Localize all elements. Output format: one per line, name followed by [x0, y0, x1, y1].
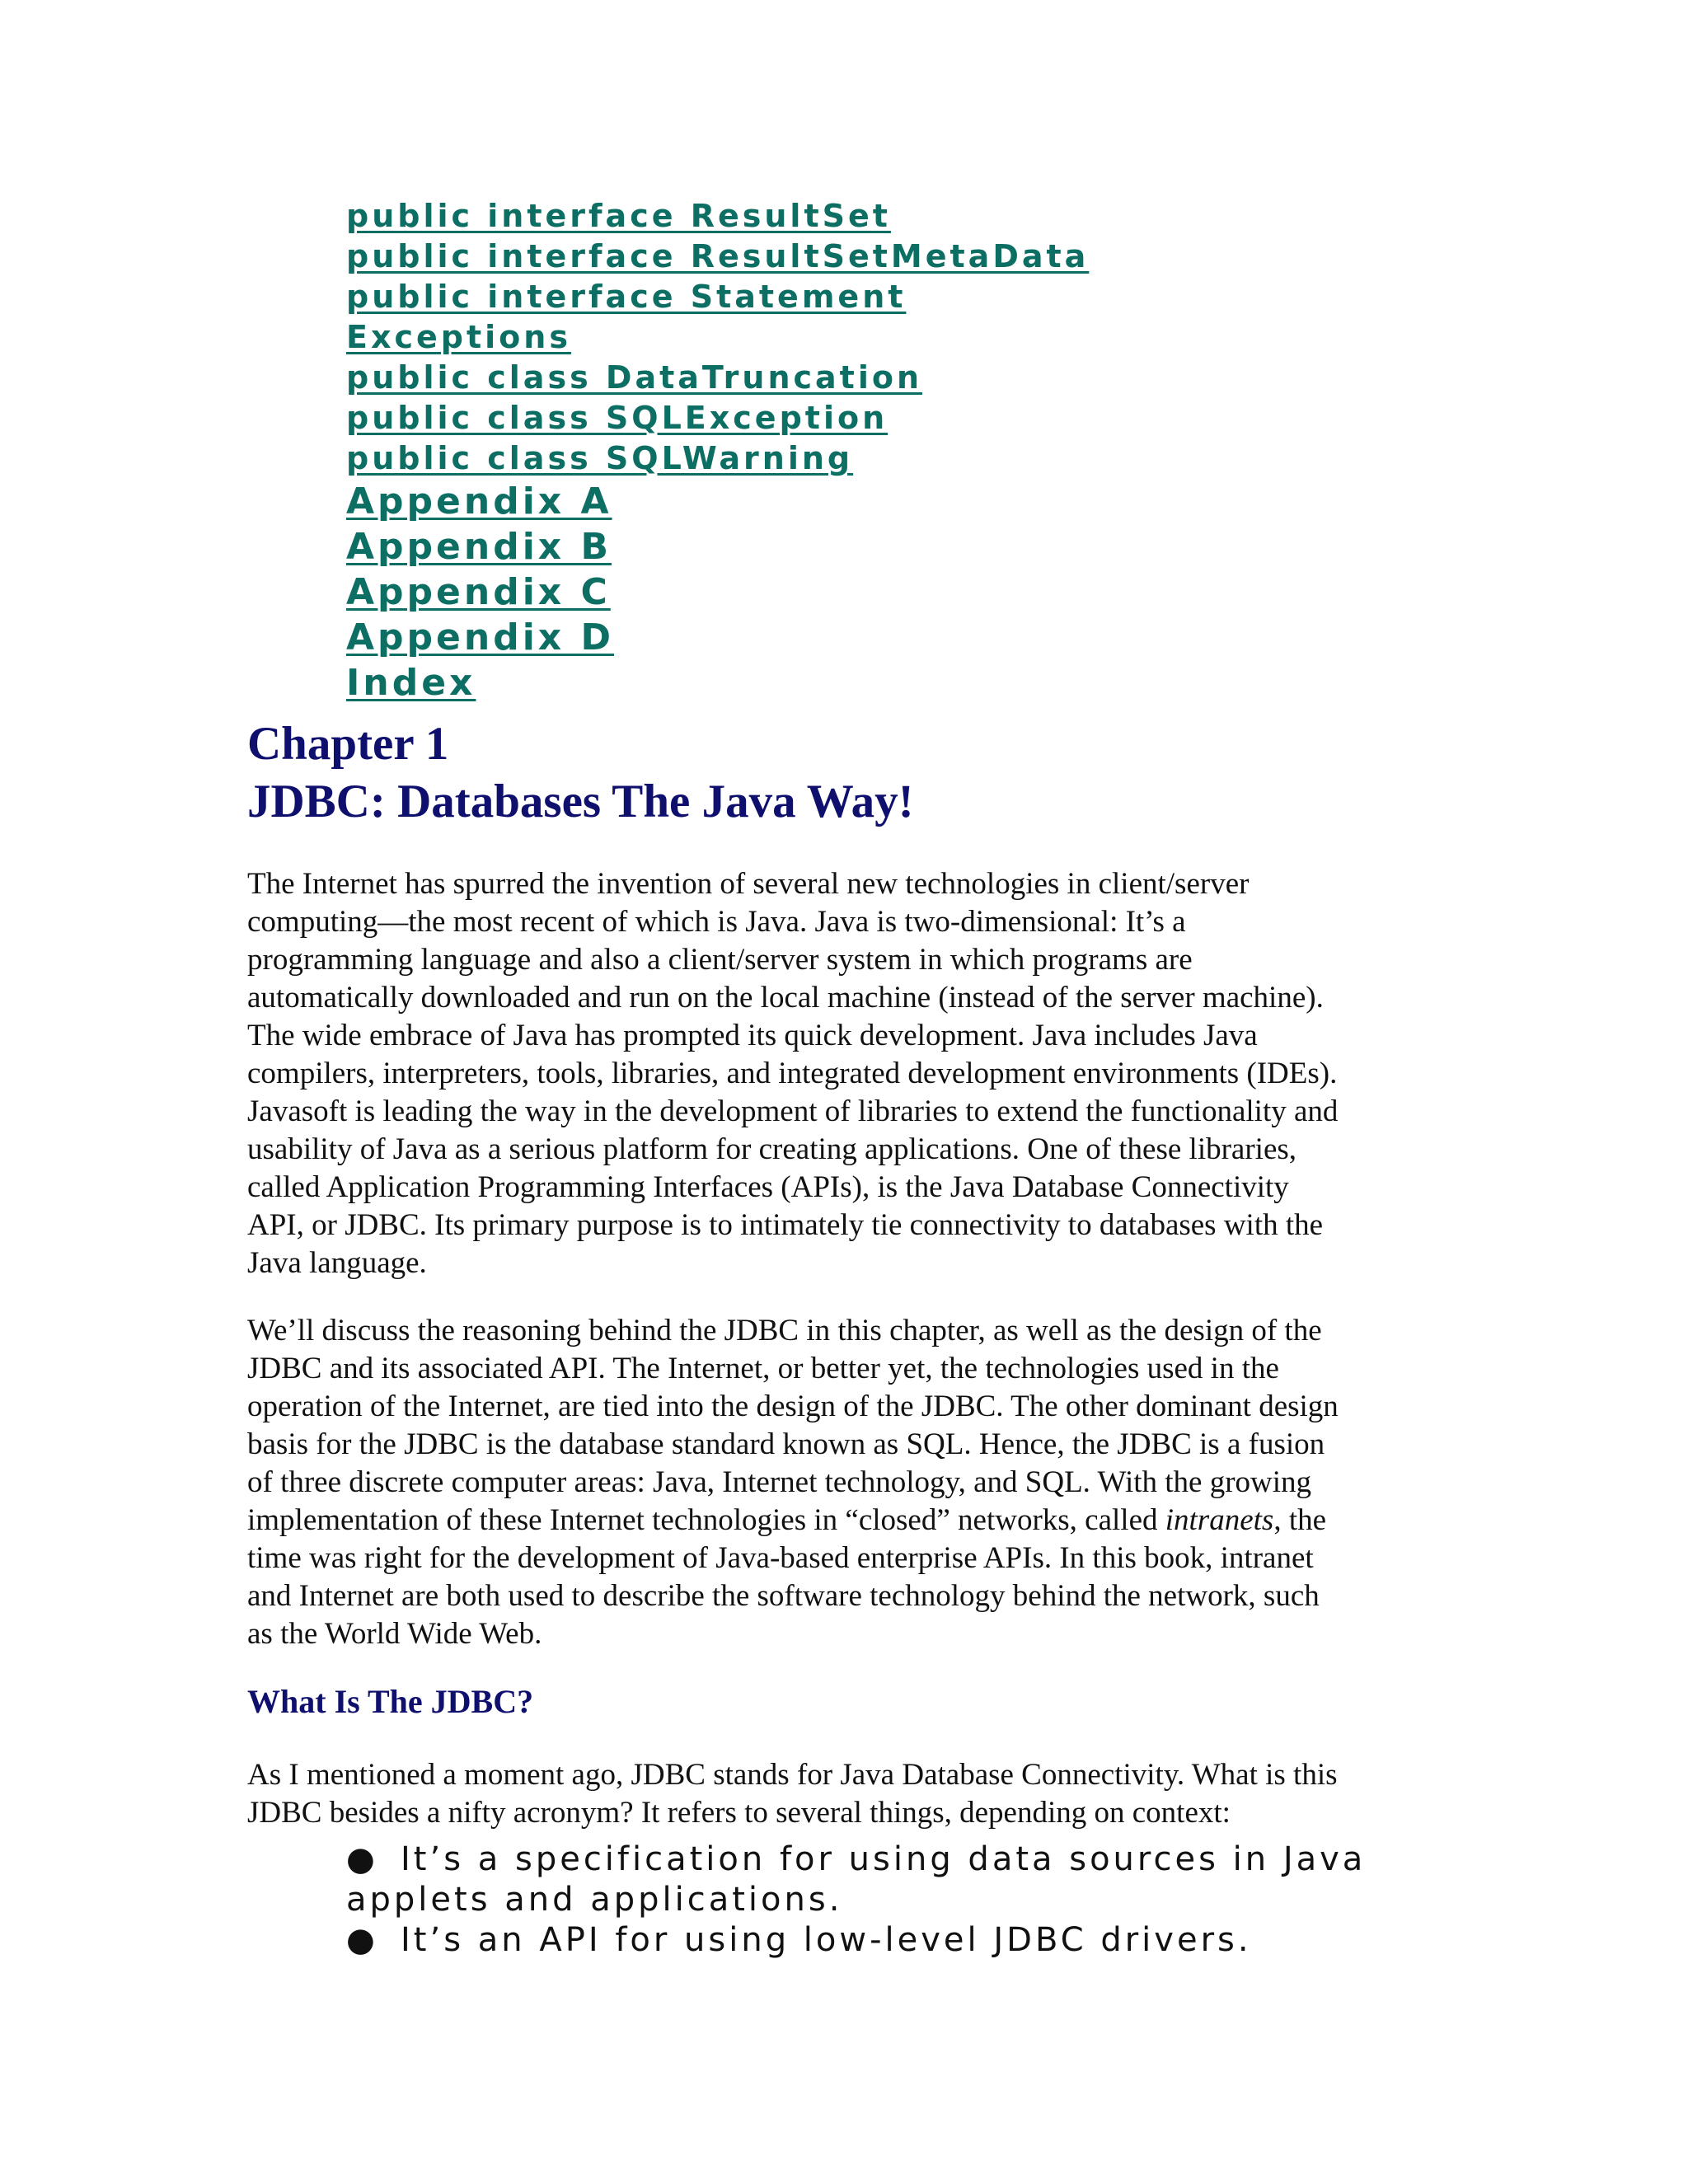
toc-link[interactable]: public interface Statement [346, 279, 907, 315]
toc-link[interactable]: Appendix A [346, 480, 612, 523]
bullet-item [346, 1840, 1366, 1920]
text-line: JDBC besides a nifty acronym? It refers to several things, depending on context: [247, 1796, 1231, 1830]
text-fragment: implementation of these Internet technologies in “closed” networks, called [247, 1503, 1165, 1537]
bullet-item [346, 1920, 1366, 1961]
text-line: We’ll discuss the reasoning behind the JDBC in this chapter, as well as the design of the [247, 1314, 1322, 1347]
emphasized-term: intranets [1165, 1503, 1274, 1537]
text-line: time was right for the development of Java-based enterprise APIs. In this book, intranet [247, 1541, 1314, 1575]
bullet-line [346, 1880, 1366, 1920]
toc-item [346, 196, 1089, 237]
toc-link[interactable]: public interface ResultSet [346, 198, 891, 234]
text-line: called Application Programming Interfaces (APIs), is the Java Database Connectivity [247, 1170, 1289, 1204]
toc-item [346, 358, 1089, 398]
text-line: computing—the most recent of which is Java. Java is two-dimensional: It’s a [247, 905, 1186, 939]
toc-item [346, 398, 1089, 438]
intro-paragraph [247, 865, 1451, 1282]
toc-link[interactable]: Index [346, 662, 476, 704]
text-line: The wide embrace of Java has prompted its quick development. Java includes Java [247, 1019, 1258, 1052]
toc-item [346, 615, 1089, 660]
text-line: basis for the JDBC is the database standard known as SQL. Hence, the JDBC is a fusion [247, 1427, 1325, 1461]
toc-link[interactable]: Appendix B [346, 526, 612, 568]
bullet-icon: ● [346, 1840, 375, 1878]
toc-link[interactable]: public class DataTruncation [346, 359, 923, 396]
text-line: as the World Wide Web. [247, 1617, 542, 1651]
text-line: automatically downloaded and run on the local machine (instead of the server machine). [247, 981, 1324, 1015]
text-line: As I mentioned a moment ago, JDBC stands for Java Database Connectivity. What is this [247, 1758, 1338, 1792]
toc-link[interactable]: Appendix D [346, 616, 615, 658]
bullet-line [346, 1920, 1366, 1961]
text-line: compilers, interpreters, tools, libraries, and integrated development environments (IDEs). [247, 1057, 1338, 1090]
toc-item [346, 479, 1089, 524]
toc-item [346, 237, 1089, 277]
definition-paragraph [247, 1756, 1451, 1832]
bullet-text: applets and applications. [346, 1881, 843, 1919]
toc-item [346, 524, 1089, 569]
bullet-text: It’s a specification for using data sources in Java [401, 1840, 1367, 1878]
bullet-line [346, 1840, 1366, 1880]
text-line: programming language and also a client/server system in which programs are [247, 943, 1193, 977]
text-line: of three discrete computer areas: Java, Internet technology, and SQL. With the growing [247, 1465, 1312, 1499]
bullet-icon: ● [346, 1921, 375, 1959]
text-line: The Internet has spurred the invention of several new technologies in client/server [247, 867, 1250, 901]
text-line: and Internet are both used to describe the software technology behind the network, such [247, 1579, 1320, 1613]
text-line: API, or JDBC. Its primary purpose is to intimately tie connectivity to databases with the [247, 1208, 1324, 1242]
toc-link[interactable]: Exceptions [346, 319, 571, 355]
toc-link[interactable]: Appendix C [346, 571, 611, 613]
chapter-title: JDBC: Databases The Java Way! [247, 776, 914, 827]
table-of-contents [346, 196, 1089, 705]
text-line: JDBC and its associated API. The Internet, or better yet, the technologies used in the [247, 1352, 1279, 1385]
design-paragraph [247, 1312, 1451, 1653]
chapter-number: Chapter 1 [247, 718, 449, 770]
section-heading: What Is The JDBC? [247, 1683, 534, 1720]
bullet-text: It’s an API for using low-level JDBC drivers. [401, 1921, 1252, 1959]
chapter-heading [247, 715, 914, 831]
toc-item [346, 569, 1089, 615]
text-line: usability of Java as a serious platform for creating applications. One of these libraries, [247, 1132, 1297, 1166]
bullet-list [346, 1840, 1366, 1961]
toc-link[interactable]: public interface ResultSetMetaData [346, 238, 1090, 274]
toc-item [346, 317, 1089, 358]
text-fragment: , the [1273, 1503, 1327, 1537]
toc-item [346, 438, 1089, 479]
text-line: Javasoft is leading the way in the development of libraries to extend the functionality and [247, 1094, 1339, 1128]
text-line: operation of the Internet, are tied into the design of the JDBC. The other dominant design [247, 1390, 1339, 1423]
toc-item [346, 660, 1089, 705]
toc-link[interactable]: public class SQLWarning [346, 440, 854, 476]
text-line: Java language. [247, 1246, 427, 1280]
text-line [247, 1502, 1451, 1540]
toc-item [346, 277, 1089, 317]
toc-link[interactable]: public class SQLException [346, 400, 889, 436]
